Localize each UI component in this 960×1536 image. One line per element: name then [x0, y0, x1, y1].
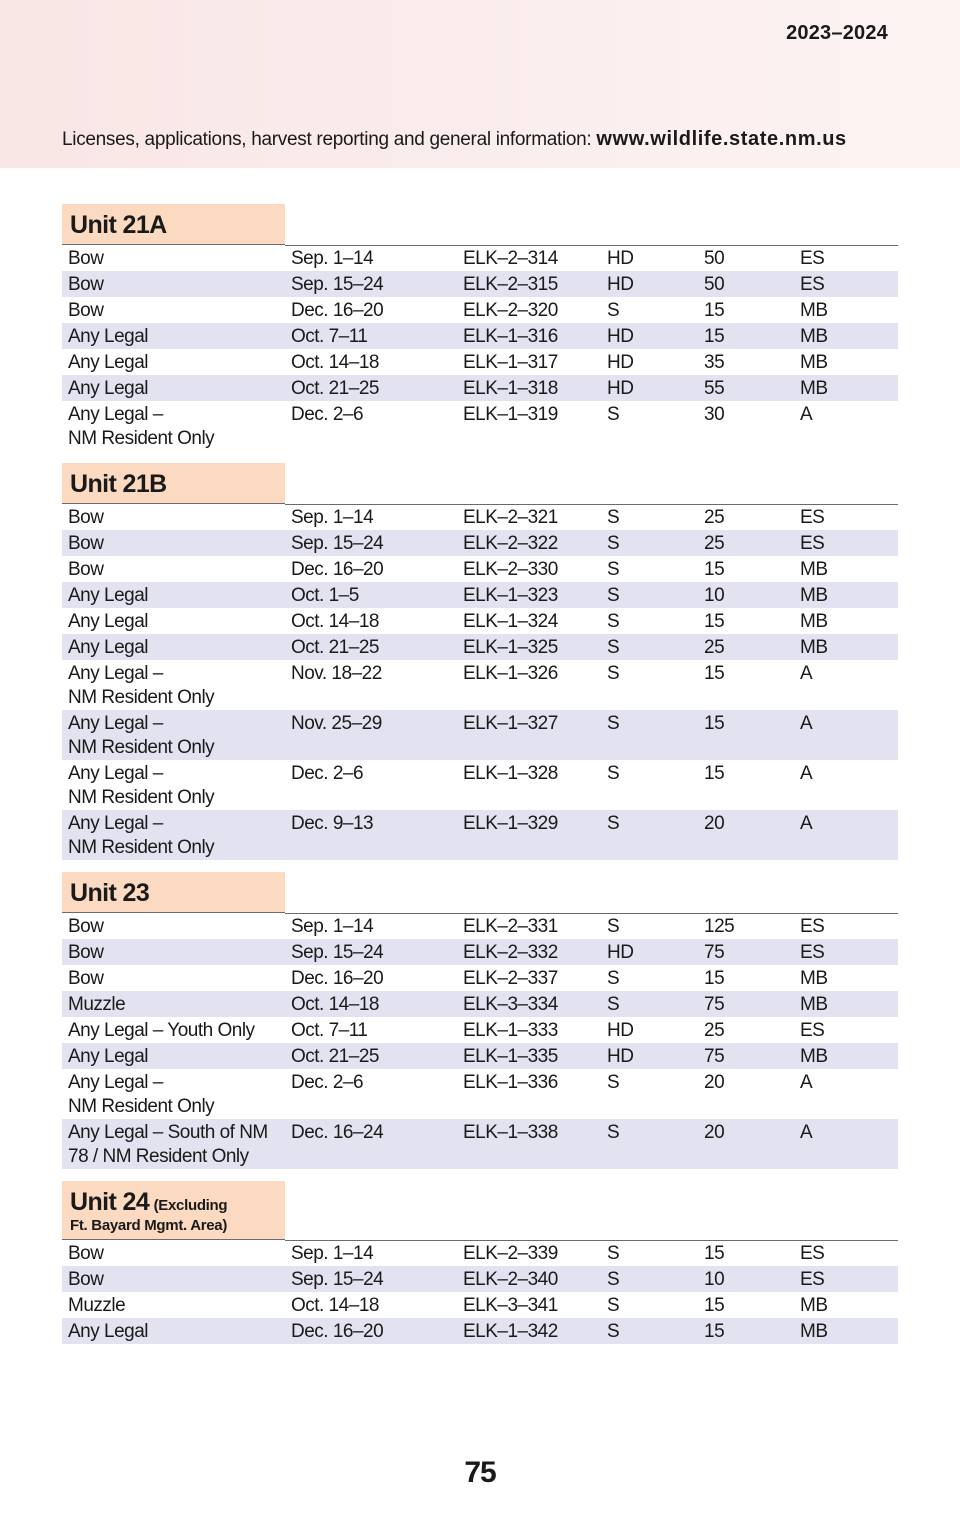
dates-cell: Oct. 14–18 — [291, 611, 379, 632]
access-cell: MB — [800, 352, 828, 373]
dates-cell: Oct. 14–18 — [291, 352, 379, 373]
hunt-table — [62, 1240, 898, 1344]
dates-cell: Sep. 15–24 — [285, 939, 457, 965]
table-row — [62, 375, 898, 401]
table-row — [62, 1069, 898, 1119]
hunt-code-cell: ELK–1–319 — [463, 404, 558, 425]
hunt-code-cell: ELK–1–329 — [457, 810, 601, 860]
weapon-cell: Any Legal — [62, 375, 285, 401]
bag-limit-cell: S — [601, 810, 698, 860]
weapon-cell: Bow — [68, 968, 104, 989]
licenses-cell: 25 — [698, 634, 794, 660]
weapon-line-2: NM Resident Only — [68, 737, 215, 758]
dates-cell: Oct. 21–25 — [285, 634, 457, 660]
licenses-cell: 75 — [698, 1043, 794, 1069]
table-row — [62, 660, 898, 710]
access-cell: ES — [800, 507, 825, 528]
access-cell: MB — [794, 1318, 898, 1344]
bag-limit-cell: S — [601, 530, 698, 556]
unit-heading — [62, 872, 285, 913]
access-cell: ES — [800, 1243, 825, 1264]
weapon-cell: Any Legal — [62, 1043, 285, 1069]
hunt-code-cell: ELK–2–322 — [457, 530, 601, 556]
weapon-line-1: Any Legal – — [68, 813, 163, 834]
weapon-cell — [62, 1069, 285, 1119]
dates-cell: Nov. 18–22 — [291, 663, 382, 684]
dates-cell: Oct. 14–18 — [291, 1295, 379, 1316]
bag-limit-cell: HD — [601, 375, 698, 401]
weapon-cell: Bow — [68, 559, 104, 580]
licenses-cell: 75 — [698, 991, 794, 1017]
weapon-cell: Any Legal — [62, 1318, 285, 1344]
weapon-cell: Bow — [68, 300, 104, 321]
bag-limit-cell: S — [601, 634, 698, 660]
weapon-line-1: Any Legal – — [68, 1072, 163, 1093]
table-row — [62, 297, 898, 323]
table-row — [62, 504, 898, 530]
licenses-cell: 25 — [704, 1020, 725, 1041]
weapon-cell: Bow — [62, 530, 285, 556]
dates-cell: Dec. 2–6 — [291, 763, 364, 784]
dates-cell: Oct. 21–25 — [285, 1043, 457, 1069]
access-cell: A — [800, 763, 813, 784]
hunt-code-cell: ELK–2–331 — [463, 916, 558, 937]
hunt-code-cell: ELK–1–318 — [457, 375, 601, 401]
weapon-cell — [62, 760, 285, 810]
dates-cell: Dec. 9–13 — [285, 810, 457, 860]
access-cell: A — [800, 663, 813, 684]
dates-cell: Nov. 25–29 — [285, 710, 457, 760]
weapon-cell: Muzzle — [68, 1295, 126, 1316]
table-row — [62, 556, 898, 582]
licenses-cell: 50 — [698, 271, 794, 297]
dates-cell: Sep. 1–14 — [291, 248, 374, 269]
hunt-code-cell: ELK–1–323 — [457, 582, 601, 608]
weapon-line-1: Any Legal – — [68, 713, 163, 734]
access-cell: ES — [800, 1020, 825, 1041]
licenses-cell: 15 — [704, 611, 725, 632]
weapon-cell: Any Legal — [68, 352, 149, 373]
weapon-cell: Bow — [68, 1243, 104, 1264]
table-row — [62, 991, 898, 1017]
weapon-cell: Bow — [68, 507, 104, 528]
hunt-code-cell: ELK–2–315 — [457, 271, 601, 297]
licenses-cell: 10 — [698, 1266, 794, 1292]
season-label: 2023–2024 — [786, 22, 888, 44]
table-row — [62, 401, 898, 451]
hunt-code-cell: ELK–1–328 — [463, 763, 558, 784]
weapon-cell — [62, 710, 285, 760]
licenses-cell: 30 — [704, 404, 725, 425]
access-cell: MB — [800, 300, 828, 321]
licenses-cell: 25 — [704, 507, 725, 528]
licenses-cell: 15 — [704, 763, 725, 784]
access-cell: A — [794, 810, 898, 860]
access-cell: ES — [800, 916, 825, 937]
dates-cell: Oct. 7–11 — [291, 1020, 368, 1041]
hunt-code-cell: ELK–3–334 — [457, 991, 601, 1017]
weapon-line-2: NM Resident Only — [68, 687, 215, 708]
table-row — [62, 271, 898, 297]
unit-title: Unit 23 — [70, 879, 150, 907]
table-row — [62, 1318, 898, 1344]
weapon-cell: Bow — [68, 916, 104, 937]
bag-limit-cell: S — [607, 611, 620, 632]
dates-cell: Oct. 21–25 — [285, 375, 457, 401]
page-number: 75 — [464, 1456, 496, 1489]
dates-cell: Sep. 15–24 — [285, 530, 457, 556]
weapon-line-1: Any Legal – — [68, 404, 163, 425]
licenses-cell: 15 — [698, 1318, 794, 1344]
weapon-line-1: Any Legal – — [68, 663, 163, 684]
hunt-code-cell: ELK–2–314 — [463, 248, 558, 269]
weapon-cell: Any Legal — [62, 582, 285, 608]
unit-heading — [62, 204, 285, 245]
licenses-cell: 125 — [704, 916, 735, 937]
licenses-cell: 20 — [698, 810, 794, 860]
dates-cell: Oct. 7–11 — [285, 323, 457, 349]
access-cell: MB — [794, 582, 898, 608]
bag-limit-cell: S — [601, 1119, 698, 1169]
access-cell: A — [800, 1072, 813, 1093]
dates-cell: Sep. 15–24 — [285, 1266, 457, 1292]
licenses-cell: 15 — [704, 663, 725, 684]
hunt-tables — [62, 204, 898, 1356]
bag-limit-cell: S — [601, 991, 698, 1017]
unit-section — [62, 872, 898, 1169]
table-row — [62, 349, 898, 375]
table-row — [62, 245, 898, 271]
dates-cell: Sep. 1–14 — [291, 916, 374, 937]
table-row — [62, 323, 898, 349]
table-row — [62, 1292, 898, 1318]
dates-cell: Sep. 15–24 — [285, 271, 457, 297]
dates-cell: Sep. 1–14 — [291, 507, 374, 528]
access-cell: MB — [800, 1295, 828, 1316]
table-row — [62, 634, 898, 660]
hunt-code-cell: ELK–1–316 — [457, 323, 601, 349]
weapon-cell — [62, 401, 285, 451]
weapon-line-2: NM Resident Only — [68, 1096, 215, 1117]
licenses-cell: 10 — [698, 582, 794, 608]
access-cell: ES — [800, 248, 825, 269]
hunt-code-cell: ELK–1–342 — [457, 1318, 601, 1344]
dates-cell: Dec. 16–20 — [291, 968, 384, 989]
bag-limit-cell: S — [607, 1295, 620, 1316]
hunt-code-cell: ELK–1–333 — [463, 1020, 558, 1041]
hunt-code-cell: ELK–3–341 — [463, 1295, 558, 1316]
hunt-table — [62, 245, 898, 451]
website-link[interactable]: www.wildlife.state.nm.us — [596, 128, 847, 150]
bag-limit-cell: S — [601, 1266, 698, 1292]
weapon-cell: Any Legal — [62, 634, 285, 660]
hunt-code-cell: ELK–2–339 — [463, 1243, 558, 1264]
weapon-cell: Any Legal – Youth Only — [68, 1020, 255, 1041]
unit-section — [62, 1181, 898, 1344]
access-cell: ES — [794, 271, 898, 297]
dates-cell: Oct. 14–18 — [285, 991, 457, 1017]
licenses-cell: 55 — [698, 375, 794, 401]
table-row — [62, 530, 898, 556]
hunt-code-cell: ELK–1–325 — [457, 634, 601, 660]
bag-limit-cell: S — [607, 300, 620, 321]
dates-cell: Dec. 16–20 — [291, 559, 384, 580]
table-row — [62, 1240, 898, 1266]
unit-section — [62, 204, 898, 451]
weapon-cell: Bow — [68, 248, 104, 269]
table-row — [62, 939, 898, 965]
weapon-line-2: NM Resident Only — [68, 428, 215, 449]
unit-title: Unit 21B — [70, 470, 167, 498]
bag-limit-cell: HD — [601, 323, 698, 349]
access-cell: MB — [794, 991, 898, 1017]
table-row — [62, 965, 898, 991]
info-text: Licenses, applications, harvest reporting and general information: — [62, 129, 592, 150]
weapon-cell: Any Legal — [62, 323, 285, 349]
access-cell: ES — [794, 1266, 898, 1292]
bag-limit-cell: S — [607, 1243, 620, 1264]
dates-cell: Dec. 16–20 — [285, 1318, 457, 1344]
table-row — [62, 608, 898, 634]
table-row — [62, 810, 898, 860]
access-cell: MB — [800, 559, 828, 580]
bag-limit-cell: HD — [601, 939, 698, 965]
weapon-cell: Any Legal — [68, 611, 149, 632]
hunt-code-cell: ELK–1–324 — [463, 611, 558, 632]
hunt-table — [62, 913, 898, 1169]
table-row — [62, 760, 898, 810]
hunt-code-cell: ELK–1–326 — [463, 663, 558, 684]
licenses-cell: 35 — [704, 352, 725, 373]
licenses-cell: 15 — [698, 323, 794, 349]
table-row — [62, 1266, 898, 1292]
weapon-cell: Bow — [62, 1266, 285, 1292]
licenses-cell: 20 — [698, 1119, 794, 1169]
hunt-code-cell: ELK–1–338 — [457, 1119, 601, 1169]
weapon-line-2: NM Resident Only — [68, 837, 215, 858]
access-cell: MB — [800, 611, 828, 632]
dates-cell: Dec. 16–24 — [285, 1119, 457, 1169]
bag-limit-cell: S — [607, 663, 620, 684]
bag-limit-cell: S — [607, 559, 620, 580]
bag-limit-cell: S — [607, 507, 620, 528]
weapon-cell: Muzzle — [62, 991, 285, 1017]
weapon-cell — [62, 660, 285, 710]
access-cell: A — [794, 710, 898, 760]
licenses-cell: 15 — [704, 1243, 725, 1264]
licenses-cell: 15 — [704, 1295, 725, 1316]
access-cell: A — [794, 1119, 898, 1169]
bag-limit-cell: S — [607, 1072, 620, 1093]
weapon-line-2: 78 / NM Resident Only — [68, 1146, 249, 1167]
dates-cell: Sep. 1–14 — [291, 1243, 374, 1264]
access-cell: MB — [794, 1043, 898, 1069]
unit-title: Unit 21A — [70, 211, 167, 239]
access-cell: MB — [794, 634, 898, 660]
unit-subtitle-line2: Ft. Bayard Mgmt. Area) — [70, 1217, 228, 1234]
table-row — [62, 1119, 898, 1169]
table-row — [62, 1017, 898, 1043]
hunt-code-cell: ELK–1–335 — [457, 1043, 601, 1069]
access-cell: A — [800, 404, 813, 425]
table-row — [62, 710, 898, 760]
unit-subtitle: (Excluding — [153, 1197, 228, 1214]
weapon-line-2: NM Resident Only — [68, 787, 215, 808]
licenses-cell: 15 — [704, 968, 725, 989]
info-line — [62, 128, 847, 151]
unit-heading — [62, 1181, 285, 1240]
licenses-cell: 20 — [704, 1072, 725, 1093]
dates-cell: Dec. 16–20 — [291, 300, 384, 321]
hunt-code-cell: ELK–2–332 — [457, 939, 601, 965]
access-cell: MB — [794, 323, 898, 349]
bag-limit-cell: S — [601, 1318, 698, 1344]
weapon-cell — [62, 810, 285, 860]
unit-title: Unit 24 — [70, 1188, 150, 1216]
licenses-cell: 15 — [704, 300, 725, 321]
hunt-code-cell: ELK–2–330 — [463, 559, 558, 580]
hunt-code-cell: ELK–2–340 — [457, 1266, 601, 1292]
bag-limit-cell: HD — [607, 248, 634, 269]
hunt-code-cell: ELK–2–321 — [463, 507, 558, 528]
hunt-code-cell: ELK–2–337 — [463, 968, 558, 989]
licenses-cell: 15 — [698, 710, 794, 760]
unit-section — [62, 463, 898, 860]
access-cell: ES — [794, 530, 898, 556]
bag-limit-cell: HD — [601, 271, 698, 297]
bag-limit-cell: S — [601, 710, 698, 760]
bag-limit-cell: S — [601, 582, 698, 608]
bag-limit-cell: HD — [607, 352, 634, 373]
bag-limit-cell: S — [607, 404, 620, 425]
hunt-code-cell: ELK–2–320 — [463, 300, 558, 321]
table-row — [62, 913, 898, 939]
weapon-line-1: Any Legal – — [68, 763, 163, 784]
access-cell: MB — [794, 375, 898, 401]
hunt-table — [62, 504, 898, 860]
licenses-cell: 75 — [698, 939, 794, 965]
licenses-cell: 25 — [698, 530, 794, 556]
bag-limit-cell: HD — [607, 1020, 634, 1041]
table-row — [62, 1043, 898, 1069]
weapon-cell — [62, 1119, 285, 1169]
licenses-cell: 15 — [704, 559, 725, 580]
hunt-code-cell: ELK–1–336 — [463, 1072, 558, 1093]
weapon-cell: Bow — [62, 271, 285, 297]
bag-limit-cell: S — [607, 763, 620, 784]
access-cell: ES — [794, 939, 898, 965]
bag-limit-cell: S — [607, 916, 620, 937]
weapon-line-1: Any Legal – South of NM — [68, 1122, 268, 1143]
hunt-code-cell: ELK–1–327 — [457, 710, 601, 760]
access-cell: MB — [800, 968, 828, 989]
dates-cell: Oct. 1–5 — [285, 582, 457, 608]
bag-limit-cell: HD — [601, 1043, 698, 1069]
dates-cell: Dec. 2–6 — [291, 404, 364, 425]
table-row — [62, 582, 898, 608]
licenses-cell: 50 — [704, 248, 725, 269]
bag-limit-cell: S — [607, 968, 620, 989]
hunt-code-cell: ELK–1–317 — [463, 352, 558, 373]
weapon-cell: Bow — [62, 939, 285, 965]
unit-heading — [62, 463, 285, 504]
dates-cell: Dec. 2–6 — [291, 1072, 364, 1093]
